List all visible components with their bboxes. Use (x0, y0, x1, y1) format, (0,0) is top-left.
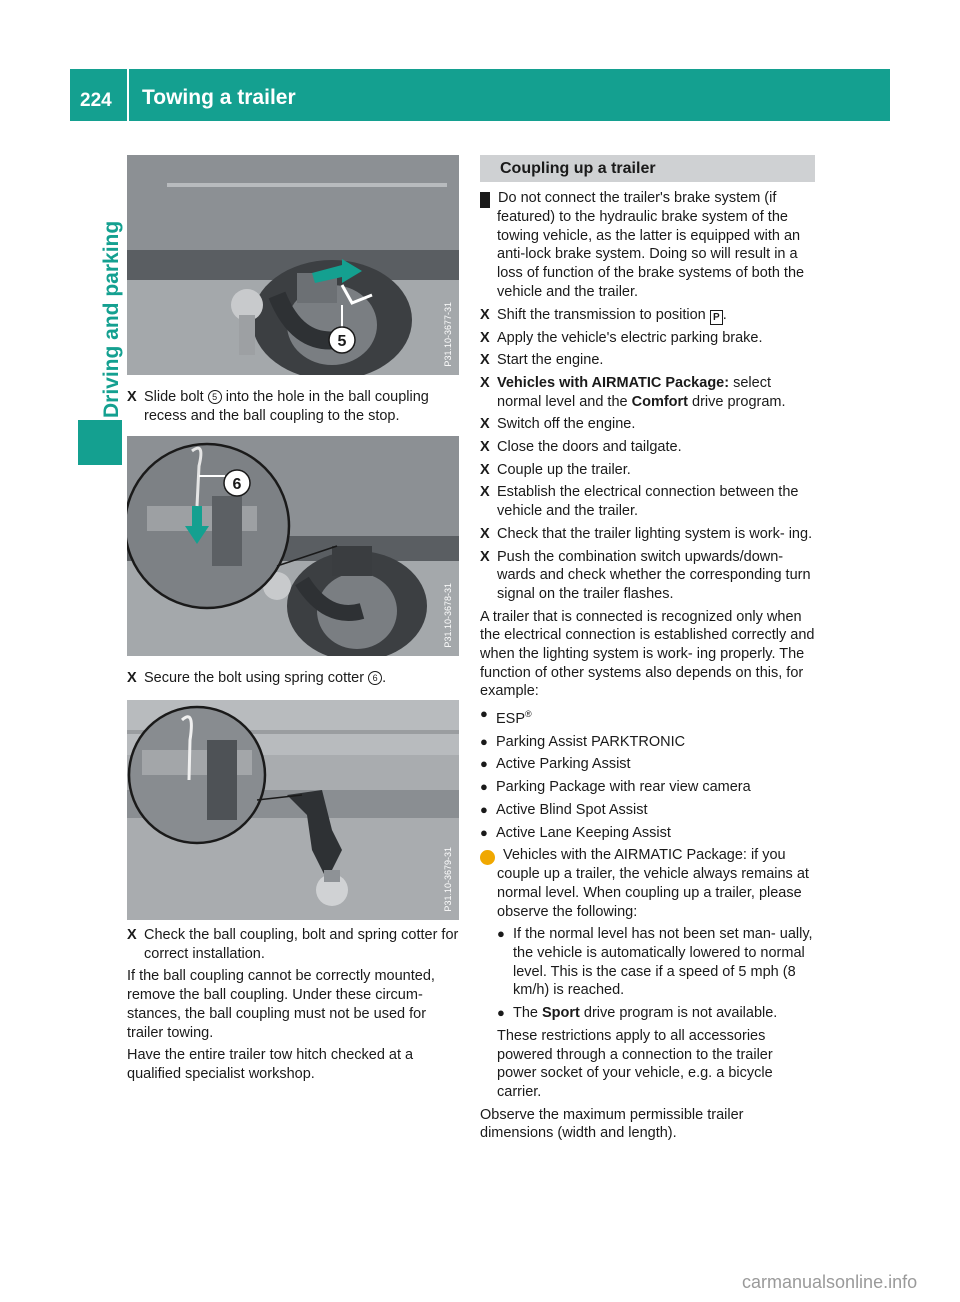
step-text: Push the combination switch upwards/down- wards and check whether the corresponding turn signal on the trailer flashes. (497, 548, 811, 602)
step-check-coupling (127, 926, 462, 963)
step-arrow-icon: X (127, 670, 137, 686)
step-text: . (382, 670, 387, 686)
paragraph-dimensions: Observe the maximum permissible trailer dimensions (width and length). (480, 1106, 744, 1142)
figure-code: P31.10-3677-31 (443, 302, 453, 367)
step-text: . (722, 306, 727, 323)
info-after-text: These restrictions apply to all accessories powered through a connection to the trailer power socket of your vehicle, e.g. a bicycle carrier. (497, 1027, 773, 1100)
info-text: Vehicles with the AIRMATIC Package: if you couple up a trailer, the vehicle always remains at normal level. When coupling up a trailer, please observe the following: (497, 847, 809, 920)
list-item (480, 824, 815, 843)
side-chapter-label (78, 138, 122, 418)
step-check-lighting (480, 525, 815, 544)
step-arrow-icon: X (127, 927, 137, 943)
page-number: 224 (80, 90, 112, 111)
step-text: Shift the transmission to position (497, 306, 710, 323)
list-item-text: Parking Assist PARKTRONIC (496, 733, 686, 750)
figure-spring-cotter (127, 436, 459, 656)
warning-icon: ! (480, 192, 490, 208)
figure-bolt-insertion-illustration (127, 155, 459, 375)
figure-code: P31.10-3678-31 (443, 583, 453, 648)
list-item (480, 778, 815, 797)
figure-callout-6: 6 (232, 476, 242, 493)
step-text: Switch off the engine. (497, 416, 636, 433)
step-text-bold: Comfort (631, 393, 688, 410)
step-arrow-icon: X (480, 548, 490, 565)
side-chapter-marker (78, 420, 122, 465)
paragraph-mounting-note: If the ball coupling cannot be correctly mounted, remove the ball coupling. Under these circum- stances, the ball coupling must not be used for trailer towing. (127, 968, 435, 1041)
list-item (480, 705, 815, 729)
step-arrow-icon: X (480, 439, 490, 456)
list-item-text-bold: Sport (542, 1005, 580, 1022)
step-close-doors (480, 438, 815, 457)
step-arrow-icon: X (480, 374, 490, 391)
info-bullets (480, 925, 815, 1101)
list-item (480, 755, 815, 774)
step-arrow-icon: X (480, 306, 490, 323)
page-title: Towing a trailer (142, 86, 296, 109)
right-column (474, 155, 815, 1147)
step-switch-off (480, 415, 815, 434)
step-text: Establish the electrical connection between the vehicle and the trailer. (497, 484, 799, 520)
step-slide-bolt (127, 388, 462, 425)
header-divider (127, 69, 129, 121)
step-arrow-icon: X (480, 329, 490, 346)
bullet-icon: ● (480, 779, 488, 795)
list-item-text: If the normal level has not been set man- ually, the vehicle is automatically lowered to normal level. This is the case if a speed of 5 mph (8 km/h) is reached. (513, 926, 813, 999)
step-text: into the hole in the ball coupling recess and the ball coupling to the stop. (144, 389, 429, 424)
bullet-icon: ● (480, 756, 488, 772)
list-item (497, 925, 815, 1000)
paragraph-trailer-recognition: A trailer that is connected is recognized only when the electrical connection is established correctly and when the lighting system is work- ing properly. The function of other systems also depends on this, for example: (480, 608, 815, 700)
step-turn-signal (480, 548, 815, 604)
bullet-icon: ● (480, 733, 488, 749)
step-start-engine (480, 351, 815, 370)
list-item (497, 1004, 815, 1023)
figure-installed-coupling-illustration (127, 700, 459, 920)
figure-callout-5: 5 (337, 333, 347, 350)
watermark: carmanualsonline.info (742, 1272, 918, 1292)
bullet-icon: ● (480, 801, 488, 817)
list-item-text: ESP (496, 711, 526, 727)
left-text-block (127, 926, 462, 1088)
figure-installed-coupling (127, 700, 459, 920)
bullet-icon: ● (480, 706, 488, 722)
step-secure-bolt (127, 669, 462, 688)
step-arrow-icon: X (480, 416, 490, 433)
step-shift-transmission (480, 306, 815, 325)
step-text: drive program. (688, 393, 786, 410)
figure-bolt-insertion (127, 155, 459, 375)
list-item-text: Parking Package with rear view camera (496, 779, 751, 796)
side-chapter-text: Driving and parking (100, 220, 123, 418)
step-arrow-icon: X (480, 352, 490, 369)
list-item (480, 801, 815, 820)
step-text: Couple up the trailer. (497, 461, 631, 478)
step-text-bold: Vehicles with AIRMATIC Package: (497, 374, 730, 391)
step-text: Slide bolt (144, 389, 208, 405)
section-title: Coupling up a trailer (480, 155, 815, 182)
step-text: Start the engine. (497, 352, 604, 369)
list-item-text: The (513, 1005, 543, 1022)
list-item-text: Active Parking Assist (496, 756, 631, 773)
figure-code: P31.10-3679-31 (443, 847, 453, 912)
step-couple-trailer (480, 461, 815, 480)
park-position-icon: P (710, 310, 723, 325)
step-airmatic (480, 374, 815, 411)
bullet-icon: ● (480, 824, 488, 840)
step-arrow-icon: X (480, 461, 490, 478)
warning-text: Do not connect the trailer's brake system (if featured) to the hydraulic brake system of the towing vehicle, as the latter is equipped with an anti-lock brake system. Doing so will result in a loss of function of the brake systems of both the vehicle and the trailer. (497, 190, 805, 300)
info-note (477, 846, 815, 921)
left-step-1-block (127, 388, 462, 429)
figure-spring-cotter-illustration (127, 436, 459, 656)
list-item-text: Active Blind Spot Assist (496, 801, 648, 818)
registered-mark: ® (525, 709, 532, 720)
list-item-text: Active Lane Keeping Assist (496, 824, 671, 841)
step-text: Close the doors and tailgate. (497, 439, 682, 456)
step-text: Apply the vehicle's electric parking brake. (497, 329, 763, 346)
list-item-text: drive program is not available. (579, 1005, 778, 1022)
step-electrical-connection (480, 483, 815, 520)
callout-5-marker: 5 (208, 390, 222, 404)
step-arrow-icon: X (127, 389, 137, 405)
step-text: Secure the bolt using spring cotter (144, 670, 369, 686)
bullet-icon: ● (497, 926, 505, 942)
left-step-2-block (127, 669, 462, 692)
step-arrow-icon: X (480, 484, 490, 501)
step-parking-brake (480, 329, 815, 348)
step-text: select normal level and the (497, 374, 771, 410)
info-icon: i (480, 850, 495, 865)
callout-6-marker: 6 (368, 671, 382, 685)
step-text: Check the ball coupling, bolt and spring cotter for correct installation. (144, 927, 459, 962)
list-item (480, 733, 815, 752)
warning-note (474, 189, 815, 302)
paragraph-workshop-note: Have the entire trailer tow hitch checked at a qualified specialist workshop. (127, 1047, 414, 1082)
step-text: Check that the trailer lighting system is work- ing. (497, 525, 813, 542)
step-arrow-icon: X (480, 525, 490, 542)
bullet-icon: ● (497, 1005, 505, 1021)
